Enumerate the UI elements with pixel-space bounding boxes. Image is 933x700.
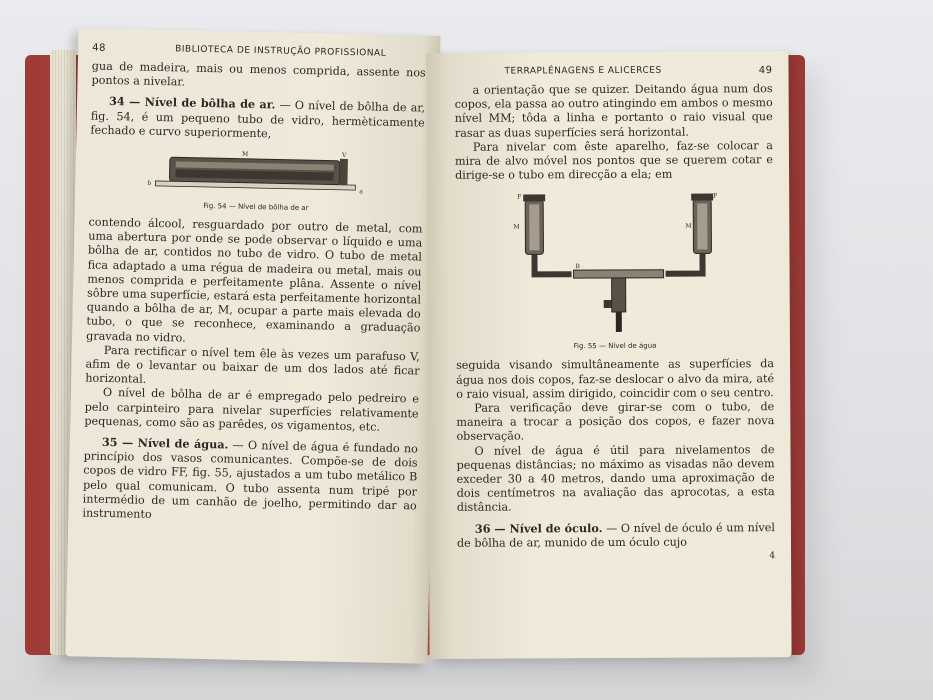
left-page [65, 28, 440, 663]
section-35-text: — O nível de água é fundado no princípio dos vasos comunicantes. Compõe-se de dois copos de vidro FF, fig. 55, ajustados a um tubo metálico B pelo qual comunicam. O tubo assenta num tripé por intermédio de um canhão de joelho, permitindo dar ao instrumento [82, 438, 418, 521]
fig54-label-a: a [359, 188, 363, 196]
right-para-seguida: seguida visando simultâneamente as superfícies da água nos dois copos, faz-se deslocar o alvo da mira, até o raio visual, assim dirigido, coincidir com o seu centro. [456, 357, 775, 401]
left-page-number: 48 [92, 42, 107, 54]
section-34 [90, 94, 425, 145]
figure-54-caption: Fig. 54 — Nível de bôlha de ar [203, 201, 309, 213]
right-header-title: TERRAPLÉNAGENS E ALICERCES [504, 65, 662, 77]
right-para-util: O nível de água é útil para nivelamentos de pequenas distâncias; no máximo as visadas não devem exceder 30 a 40 metros, dando uma aproximação de dois centímetros na avaliação das aprocotas, a esta distância. [456, 442, 775, 515]
fig55-label-m-right: M [685, 222, 692, 231]
left-para-intro: gua de madeira, mais ou menos comprida, assente nos pontos a nivelar. [91, 59, 426, 89]
left-header-title: BIBLIOTECA DE INSTRUÇÃO PROFISSIONAL [175, 44, 387, 59]
right-page-number: 49 [758, 65, 773, 77]
signature-mark: 4 [769, 551, 776, 562]
section-36-text: — O nível de óculo é um nível de bôlha de ar, munido de um óculo cujo [456, 520, 775, 550]
figure-55-water-level [499, 188, 730, 339]
fig55-label-f-right: F [713, 192, 718, 200]
fig55-label-b: B [575, 263, 580, 271]
fig54-label-m: M [241, 150, 249, 158]
left-running-header [92, 43, 426, 61]
figure-55-caption: Fig. 55 — Nível de água [573, 342, 657, 351]
right-para-nivelar: Para nivelar com êste aparelho, faz-se colocar a mira de alvo móvel nos pontos que se querem cotar e dirige-se o tubo em direcção a ela; em [454, 138, 774, 183]
section-34-title: 34 — Nível de bôlha de ar. [108, 94, 276, 112]
section-35 [82, 435, 418, 528]
fig55-label-f-left: F [517, 193, 522, 201]
fig54-label-v: V [341, 151, 347, 159]
right-para-verificacao: Para verificação deve girar-se com o tubo, de maneira a trocar a posição dos copos, e fazer nova observação. [456, 400, 775, 444]
section-34-text: — O nível de bôlha de ar, fig. 54, é um pequeno tubo de vidro, hermèticamente fechado e curvo superiormente, [90, 98, 426, 141]
left-para-alcool: contendo álcool, resguardado por outro de metal, com uma abertura por onde se pode observar o líquido e uma bôlha de ar, contidos no tubo de vidro. O tubo de metal fica adaptado a uma régua de madeira ou metal, mais ou menos comprida e perfeitamente plâna. Assente o nível sôbre uma superfície, estará esta perfeitamente horizontal quando a bôlha de ar, M, ocupar a parte mais elevada do tubo, o que se reconhece, examinando a graduação gravada no vidro. [86, 215, 423, 345]
left-para-rectificar: Para rectificar o nível tem êle às vezes um parafuso V, afim de o levantar ou baixar de um dos lados até ficar horizontal. [85, 343, 420, 387]
section-36-title: 36 — Nível de óculo. [474, 520, 603, 536]
section-36 [457, 520, 775, 551]
right-page [426, 51, 791, 659]
figure-54-spirit-level [141, 145, 372, 202]
right-running-header [454, 65, 772, 78]
fig54-label-b: b [147, 179, 152, 187]
left-para-usado: O nível de bôlha de ar é empregado pelo pedreiro e pelo carpinteiro para nivelar superfícies relativamente pequenas, como são as parêdes, os vigamentos, etc. [84, 386, 420, 434]
fig55-label-m-left: M [513, 223, 520, 231]
right-para-orientacao: a orientação que se quizer. Deitando água num dos copos, ela passa ao outro atingindo em ambos o mesmo nível MM; tôda a linha e portanto o raio visual que rasar as duas superfícies será horizontal. [454, 82, 773, 140]
section-35-title: 35 — Nível de água. [101, 434, 229, 452]
